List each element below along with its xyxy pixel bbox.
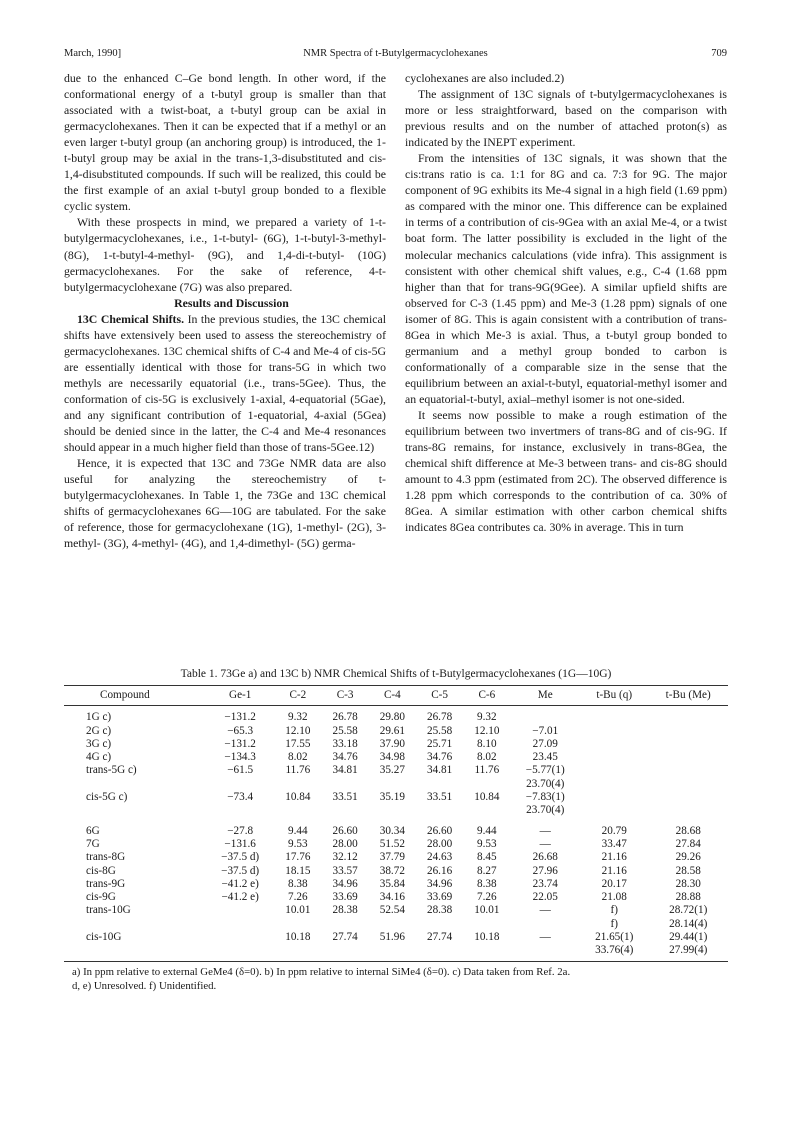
table-cell <box>321 918 368 931</box>
paragraph: due to the enhanced C–Ge bond length. In other word, if the conformational energy of a t-butyl group is smaller than that associated with a twist-boat, a t-butyl group can be axial in germacyclohexanes. Then it can be expected that if a methyl or an even larger t-butyl group (an anchoring group) is introduced, the 1-t-butyl group may be axial in the trans-1,3-disubstituted and cis-1,4-disubstituted compounds. If such will be realized, this could be the first example of an axial t-butyl group bonded to a flexible cyclic system. <box>64 71 386 214</box>
table-cell: 33.18 <box>332 737 358 750</box>
table-cell: 33.51 <box>426 791 453 804</box>
table-row <box>64 904 728 917</box>
table-row <box>64 918 728 931</box>
table-cell: f) <box>610 917 618 930</box>
table-body <box>64 706 728 961</box>
table-cell: 26.78 <box>332 711 358 724</box>
compound-cell <box>64 778 206 791</box>
table-cell <box>580 738 648 751</box>
table-cell: 8.27 <box>477 864 497 877</box>
compound-cell: 1G c) <box>86 711 112 724</box>
col-header: Compound <box>64 686 206 706</box>
table-cell: 23.74 <box>532 877 558 890</box>
table-cell: 29.80 <box>379 711 405 724</box>
table-cell: 12.10 <box>285 724 311 737</box>
table-cell: 35.27 <box>379 764 405 777</box>
table-cell: 33.69 <box>426 891 453 904</box>
table-cell <box>648 804 728 817</box>
table-cell: 26.68 <box>532 851 558 864</box>
table-cell: 27.74 <box>332 931 358 944</box>
table-cell: 8.10 <box>477 737 497 750</box>
table-cell: −41.2 e) <box>221 877 259 890</box>
table-cell: 23.70(4) <box>526 777 565 790</box>
compound-cell: cis-8G <box>86 864 116 877</box>
compound-cell: 4G c) <box>86 751 112 764</box>
table-cell <box>321 804 368 817</box>
table-cell <box>580 706 648 725</box>
table-cell <box>580 764 648 777</box>
paragraph: cyclohexanes are also included.2) <box>405 71 565 85</box>
table-cell: 8.38 <box>477 877 497 890</box>
table-cell: −37.5 d) <box>221 851 260 864</box>
table-cell <box>510 918 580 931</box>
table-cell: 33.76(4) <box>580 944 648 961</box>
table-cell <box>648 725 728 738</box>
table-cell: 32.12 <box>332 851 358 864</box>
col-header: t-Bu (q) <box>580 686 648 706</box>
table-cell: 10.18 <box>474 931 500 944</box>
table-cell: −7.83(1) <box>525 791 565 804</box>
section-heading: Results and Discussion <box>174 295 289 310</box>
table-cell <box>463 778 510 791</box>
table-cell: 28.38 <box>332 904 358 917</box>
table-cell: 9.32 <box>288 711 308 724</box>
table-row <box>64 878 728 891</box>
table-cell: −27.8 <box>227 824 254 837</box>
compound-cell: trans-5G c) <box>86 764 137 777</box>
table-cell: 21.16 <box>601 851 627 864</box>
table-cell: 28.30 <box>675 877 701 890</box>
footnote: a) In ppm relative to external GeMe4 (δ=0). b) In ppm relative to internal SiMe4 (δ=0). c) Data taken from Ref. 2a. <box>72 965 571 978</box>
compound-cell: 7G <box>86 837 100 850</box>
table-cell: 29.26 <box>675 851 701 864</box>
table-cell <box>369 804 416 817</box>
table-cell: 34.81 <box>426 764 453 777</box>
table-header-row <box>64 686 728 706</box>
table-cell: 34.76 <box>332 751 358 764</box>
table-cell: 21.65(1) <box>595 931 634 944</box>
table-row <box>64 725 728 738</box>
table-row <box>64 931 728 944</box>
paragraph: With these prospects in mind, we prepared a variety of 1-t-butylgermacyclohexanes, i.e., 1-t-butyl- (6G), 1-t-butyl-3-methyl- (8G), 1-t-butyl-4-methyl- (9G), and 1,4-di-t-butyl- (10G) germacyclohexanes. For the sake of reference, 4-t-butylgermacyclohexane (7G) was also prepared. <box>64 215 386 294</box>
table-cell <box>463 944 510 961</box>
table-cell: −131.2 <box>224 711 256 724</box>
table-cell <box>274 778 321 791</box>
col-header: t-Bu (Me) <box>648 686 728 706</box>
table-cell: 23.45 <box>532 751 558 764</box>
table-cell: — <box>539 904 551 917</box>
table-cell: 12.10 <box>474 724 500 737</box>
table-cell: 26.60 <box>426 824 453 837</box>
table-cell: −131.6 <box>224 837 256 850</box>
compound-cell: trans-8G <box>86 851 126 864</box>
table-cell: 25.71 <box>426 737 453 750</box>
compound-cell: 6G <box>86 824 100 837</box>
table-cell: 33.57 <box>332 864 358 877</box>
page-number: 709 <box>711 48 727 59</box>
table-cell: 34.81 <box>332 764 358 777</box>
table-cell <box>416 918 463 931</box>
table-row <box>64 804 728 817</box>
table-cell: 11.76 <box>285 764 311 777</box>
table-cell: 28.00 <box>426 837 453 850</box>
table-cell <box>274 918 321 931</box>
left-column <box>64 70 386 551</box>
table-cell: 28.72(1) <box>669 904 708 917</box>
table-cell: — <box>539 824 551 837</box>
table-cell <box>369 944 416 961</box>
table-cell <box>206 904 274 917</box>
page-header <box>64 48 727 64</box>
table-cell: 26.60 <box>332 824 358 837</box>
compound-cell: cis-9G <box>86 891 116 904</box>
table-cell: 34.76 <box>426 751 453 764</box>
col-header: C-3 <box>321 686 368 706</box>
table-cell <box>580 725 648 738</box>
table-cell: 35.19 <box>379 791 405 804</box>
table-cell: 27.09 <box>532 737 558 750</box>
compound-cell: 2G c) <box>86 724 112 737</box>
table-cell: 26.16 <box>426 864 453 877</box>
table-cell: 7.26 <box>288 891 308 904</box>
table-cell: 28.38 <box>426 904 453 917</box>
table-cell: −131.2 <box>224 737 256 750</box>
table-cell: 34.96 <box>426 877 453 890</box>
compound-cell <box>64 918 206 931</box>
nmr-shift-table <box>64 685 728 962</box>
table-cell: 26.78 <box>426 711 453 724</box>
paragraph <box>64 311 386 455</box>
table-row <box>64 791 728 804</box>
table-cell <box>369 918 416 931</box>
table-cell: −61.5 <box>227 764 254 777</box>
table-cell: 20.79 <box>601 824 627 837</box>
table-cell: 28.88 <box>675 891 701 904</box>
table-cell: 18.15 <box>285 864 311 877</box>
table-caption: Table 1. 73Ge a) and 13C b) NMR Chemical Shifts of t-Butylgermacyclohexanes (1G—10G) <box>180 668 612 680</box>
table-cell <box>416 944 463 961</box>
table-row <box>64 851 728 864</box>
table-cell: −65.3 <box>227 724 254 737</box>
right-column <box>405 70 727 535</box>
table-cell: 25.58 <box>332 724 358 737</box>
table-cell: −73.4 <box>227 791 254 804</box>
table-cell: 29.44(1) <box>669 931 708 944</box>
table-cell: 34.16 <box>379 891 405 904</box>
table-cell: 10.18 <box>285 931 311 944</box>
table-cell <box>648 751 728 764</box>
table-cell <box>321 778 368 791</box>
table-cell: 8.45 <box>477 851 497 864</box>
table-cell: 9.44 <box>288 824 308 837</box>
table-cell <box>648 764 728 777</box>
running-title: NMR Spectra of t-Butylgermacyclohexanes <box>303 48 488 59</box>
table-cell: 28.68 <box>675 824 701 837</box>
table-cell <box>274 804 321 817</box>
table-cell: −7.01 <box>532 724 559 737</box>
table-cell: 9.32 <box>477 711 497 724</box>
table-cell: — <box>539 931 551 944</box>
table-cell <box>510 944 580 961</box>
table-cell: −134.3 <box>224 751 256 764</box>
paragraph: The assignment of 13C signals of t-butylgermacyclohexanes is more or less straightforward, based on the comparison with previous results and on the number of attached proton(s) as indicated by the INEPT experiment. <box>405 87 727 150</box>
table-cell: 51.52 <box>379 837 405 850</box>
table-cell: 8.02 <box>288 751 308 764</box>
table-cell: 8.02 <box>477 751 497 764</box>
col-header: Ge-1 <box>206 686 274 706</box>
table-cell <box>206 804 274 817</box>
table-cell: 52.54 <box>379 904 405 917</box>
col-header: C-5 <box>416 686 463 706</box>
table-cell <box>416 778 463 791</box>
table-cell: −37.5 d) <box>221 864 260 877</box>
table-cell: 37.79 <box>379 851 405 864</box>
table-cell: 7.26 <box>477 891 497 904</box>
table-cell <box>206 931 274 944</box>
table-row <box>64 838 728 851</box>
table-cell: 27.74 <box>426 931 453 944</box>
table-cell: −5.77(1) <box>525 764 565 777</box>
table-cell <box>580 791 648 804</box>
table-cell: 28.58 <box>675 864 701 877</box>
table-cell: 22.05 <box>532 891 558 904</box>
paragraph-lead: 13C Chemical Shifts. <box>77 311 185 326</box>
table-cell: — <box>539 837 551 850</box>
table-cell: 10.84 <box>474 791 500 804</box>
table-cell: 9.44 <box>477 824 497 837</box>
table-cell <box>463 804 510 817</box>
table-cell: 28.00 <box>332 837 358 850</box>
table-cell: 9.53 <box>288 837 308 850</box>
table-cell: 23.70(4) <box>526 804 565 817</box>
table-cell: 24.63 <box>426 851 453 864</box>
table-cell <box>206 778 274 791</box>
table-cell: 33.47 <box>601 837 627 850</box>
table-cell <box>321 944 368 961</box>
table-row <box>64 891 728 904</box>
compound-cell: cis-10G <box>86 931 122 944</box>
table-row <box>64 751 728 764</box>
paragraph: Hence, it is expected that 13C and 73Ge NMR data are also useful for analyzing the stereochemistry of t-butylgermacyclohexanes. In Table 1, the 73Ge and 13C chemical shifts of germacyclohexanes 6G—10G are tabulated. For the sake of reference, those for germacyclohexane (1G), 1-methyl- (2G), 3-methyl- (3G), 4-methyl- (4G), and 1,4-dimethyl- (5G) germa- <box>64 456 386 551</box>
col-header: C-2 <box>274 686 321 706</box>
table-cell: 37.90 <box>379 737 405 750</box>
table-cell <box>206 918 274 931</box>
table-row <box>64 818 728 838</box>
table-cell <box>416 804 463 817</box>
table-cell: 11.76 <box>474 764 500 777</box>
table-cell: 20.17 <box>601 877 627 890</box>
table-cell: 17.76 <box>285 851 311 864</box>
table-row <box>64 706 728 725</box>
table-cell: 29.61 <box>379 724 405 737</box>
table-row <box>64 865 728 878</box>
table-cell <box>463 918 510 931</box>
table-cell <box>274 944 321 961</box>
compound-cell <box>64 804 206 817</box>
table-cell <box>580 804 648 817</box>
table-cell <box>648 706 728 725</box>
table-cell: 10.01 <box>474 904 500 917</box>
table-cell: 34.96 <box>332 877 358 890</box>
table-cell <box>510 706 580 725</box>
table-cell: 9.53 <box>477 837 497 850</box>
table-cell: 17.55 <box>285 737 311 750</box>
compound-cell: trans-10G <box>86 904 131 917</box>
table-cell: 28.14(4) <box>669 917 708 930</box>
table-cell: 25.58 <box>426 724 453 737</box>
col-header: Me <box>510 686 580 706</box>
table-cell: 10.84 <box>285 791 311 804</box>
table-footnotes <box>64 965 728 993</box>
compound-cell: 3G c) <box>86 737 112 750</box>
table-1 <box>64 668 728 993</box>
table-cell: 33.69 <box>332 891 358 904</box>
table-cell: 10.01 <box>285 904 311 917</box>
table-cell: 8.38 <box>288 877 308 890</box>
table-cell <box>369 778 416 791</box>
table-cell: 38.72 <box>379 864 405 877</box>
table-cell: 27.96 <box>532 864 558 877</box>
col-header: C-4 <box>369 686 416 706</box>
paragraph-text: In the previous studies, the 13C chemical shifts have extensively been used to assess the stereochemistry of germacyclohexanes. 13C chemical shifts of C-4 and Me-4 of cis-5G are essentially identical with those for trans-5G in which two methyls are necessarily equatorial (i.e., trans-5Gee). Thus, the conformation of cis-5G is exclusively 1-axial, 4-equatorial (5Gae), and any significant contribution of 1-equatorial, 4-axial (5Gea) should be denied since in the latter, the C-4 and Me-4 resonances should appear in a much higher field than those of trans-5Gee.12) <box>64 311 387 455</box>
table-row <box>64 944 728 961</box>
table-cell: 21.08 <box>601 891 627 904</box>
table-cell: 30.34 <box>379 824 405 837</box>
table-cell <box>580 778 648 791</box>
table-cell: f) <box>610 904 618 917</box>
table-cell <box>648 791 728 804</box>
paragraph: From the intensities of 13C signals, it was shown that the cis:trans ratio is ca. 1:1 for 8G and ca. 7:3 for 9G. The major component of 9G exhibits its Me-4 signal in a high field (1.69 ppm) as compared with the minor one. This difference can be explained in terms of a contribution of cis-9Gea with an axial Me-4, or a twist boat form. The latter possibility is excluded in the light of the molecular mechanics calculations (vide infra). This assignment is consistent with other chemical shift values, e.g., C-4 (1.68 ppm higher than that for trans-9G(9Gee). A similar upfield shifts are observed for C-3 (1.45 ppm) and Me-3 (1.28 ppm) signals of one isomer of 8G. This is again consistent with a contribution of trans-8Gea in which Me-3 is axial. Thus, a t-butyl group bonded to germanium and a methyl group bonded to carbon is conformationally of a comparable size in the sense that the equilibrium between an axial-t-butyl, equatorial-methyl isomer and an equatorial-t-butyl, axial–methyl isomer is not one-sided. <box>405 151 727 406</box>
table-cell <box>580 751 648 764</box>
table-cell <box>648 738 728 751</box>
compound-cell: trans-9G <box>86 877 126 890</box>
table-cell: 34.98 <box>379 751 405 764</box>
table-row <box>64 778 728 791</box>
table-row <box>64 738 728 751</box>
table-cell: 27.84 <box>675 837 701 850</box>
table-cell: 27.99(4) <box>648 944 728 961</box>
col-header: C-6 <box>463 686 510 706</box>
table-cell: 51.96 <box>379 931 405 944</box>
journal-date: March, 1990] <box>64 48 122 59</box>
table-row <box>64 764 728 777</box>
compound-cell <box>64 944 206 961</box>
table-cell: 21.16 <box>601 864 627 877</box>
footnote: d, e) Unresolved. f) Unidentified. <box>72 979 217 992</box>
table-cell <box>648 778 728 791</box>
compound-cell: cis-5G c) <box>86 791 128 804</box>
table-cell: −41.2 e) <box>221 891 259 904</box>
table-cell: 33.51 <box>332 791 358 804</box>
table-cell <box>206 944 274 961</box>
table-cell: 35.84 <box>379 877 405 890</box>
paragraph: It seems now possible to make a rough estimation of the equilibrium between two invertmers of trans-8G and of cis-9G. If trans-8G remains, for instance, exclusively in trans-8Gea, the chemical shift difference at Me-3 between trans- and cis-8G should amount to 4.3 ppm (estimated from 2C). The observed difference is 1.28 ppm which corresponds to the contribution of ca. 30% of 8Gea. A similar estimation with other carbon chemical shifts indicates 8Gea contributes ca. 30% in average. This in turn <box>405 407 727 535</box>
